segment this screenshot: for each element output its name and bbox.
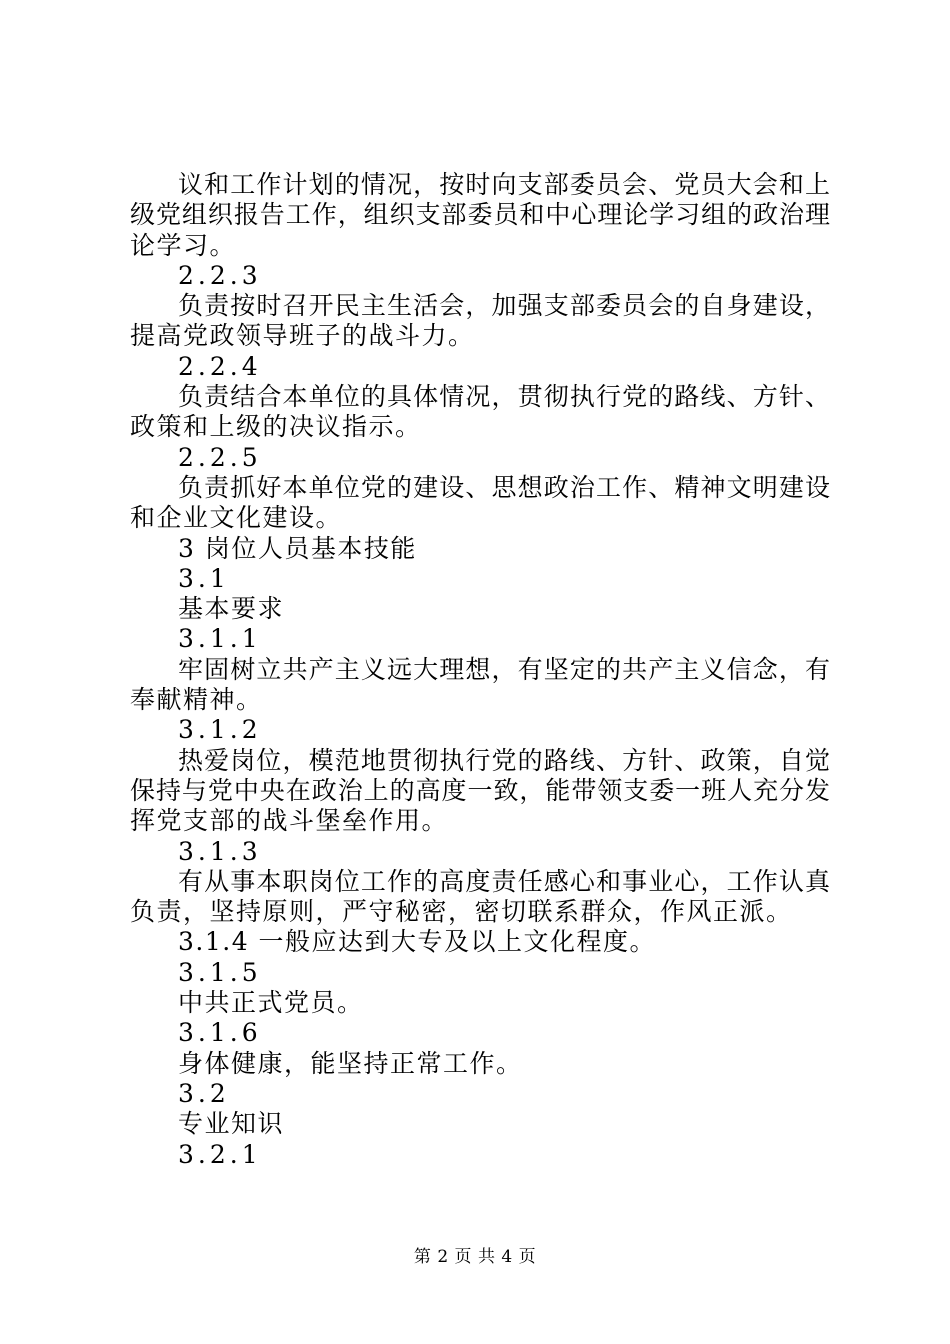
text-line: 2.2.4: [178, 351, 262, 381]
text-line: 3.2.1: [178, 1139, 262, 1169]
text-line: 负责结合本单位的具体情况，贯彻执行党的路线、方针、: [178, 382, 830, 412]
text-line: 3.1: [178, 563, 230, 593]
text-line: 负责抓好本单位党的建设、思想政治工作、精神文明建设: [178, 472, 830, 502]
text-line: 牢固树立共产主义远大理想，有坚定的共产主义信念，有: [178, 654, 830, 684]
text-line: 3.1.4 一般应达到大专及以上文化程度。: [178, 927, 657, 957]
text-line: 专业知识: [178, 1109, 285, 1139]
text-line: 身体健康，能坚持正常工作。: [178, 1048, 523, 1078]
document-body: [130, 170, 830, 1170]
text-line: 2.2.3: [178, 260, 262, 290]
text-line: 保持与党中央在政治上的高度一致，能带领支委一班人充分发: [130, 775, 830, 805]
text-line: 3.2: [178, 1078, 230, 1108]
text-line: 政策和上级的决议指示。: [130, 412, 422, 442]
text-line: 奉献精神。: [130, 685, 263, 715]
text-line: 热爱岗位，模范地贯彻执行党的路线、方针、政策，自觉: [178, 745, 830, 775]
text-line: 有从事本职岗位工作的高度责任感心和事业心，工作认真: [178, 866, 830, 896]
text-line: 论学习。: [130, 230, 237, 260]
text-line: 负责按时召开民主生活会，加强支部委员会的自身建设，: [178, 291, 830, 321]
text-line: 3 岗位人员基本技能: [178, 533, 417, 563]
text-line: 3.1.5: [178, 957, 262, 987]
text-line: 3.1.1: [178, 624, 262, 654]
text-line: 中共正式党员。: [178, 988, 364, 1018]
text-line: 3.1.6: [178, 1018, 262, 1048]
text-line: 负责，坚持原则，严守秘密，密切联系群众，作风正派。: [130, 897, 793, 927]
text-line: 议和工作计划的情况，按时向支部委员会、党员大会和上: [178, 170, 830, 199]
text-line: 提高党政领导班子的战斗力。: [130, 321, 475, 351]
text-line: 3.1.3: [178, 836, 262, 866]
text-line: 基本要求: [178, 594, 285, 624]
text-line: 和企业文化建设。: [130, 503, 343, 533]
text-line: 3.1.2: [178, 715, 262, 745]
page-footer: 第 2 页 共 4 页: [413, 1247, 537, 1267]
text-line: 挥党支部的战斗堡垒作用。: [130, 806, 449, 836]
text-line: 级党组织报告工作，组织支部委员和中心理论学习组的政治理: [130, 200, 830, 230]
text-line: 2.2.5: [178, 442, 262, 472]
